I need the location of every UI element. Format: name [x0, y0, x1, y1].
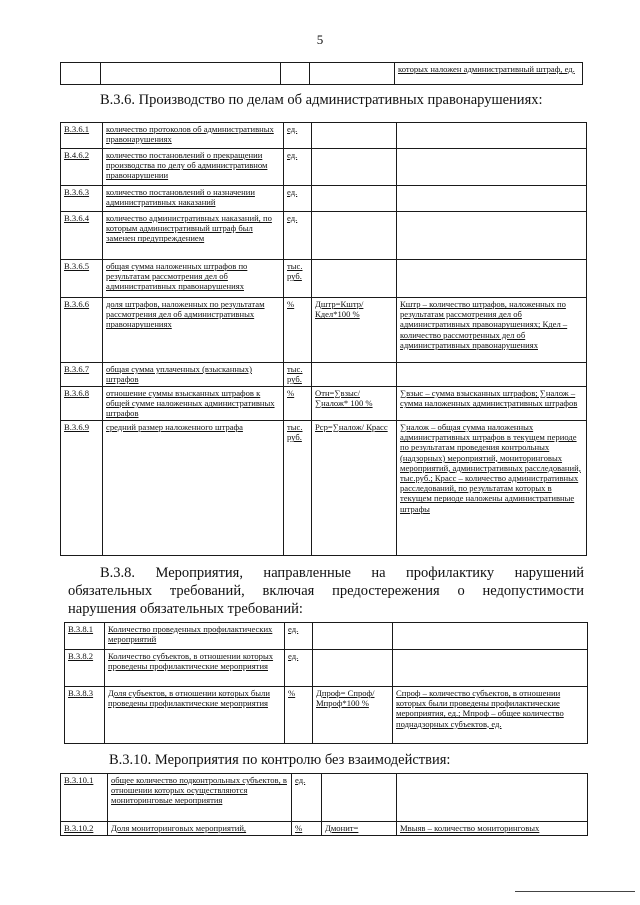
formula-cell: Дмонит= [322, 822, 397, 836]
description-cell: ∑взыс – сумма взысканных штрафов; ∑налож – сумма наложенных административных штрафов [397, 387, 587, 421]
code-cell: В.3.6.6 [61, 298, 103, 363]
section-heading-3-3-8-line1: В.3.8. Мероприятия, направленные на профилактику нарушений [100, 565, 584, 581]
page-bottom-rule [515, 891, 635, 892]
formula-cell [313, 623, 393, 650]
description-cell [397, 123, 587, 149]
unit-cell: ед. [285, 650, 313, 687]
table-row [61, 63, 583, 85]
code-cell: В.3.6.1 [61, 123, 103, 149]
table-row [61, 363, 587, 387]
table-3-3-8 [64, 622, 588, 744]
name-cell: Доля субъектов, в отношении которых были проведены профилактические мероприятия [105, 687, 285, 744]
formula-cell [312, 149, 397, 186]
code-cell: В.3.10.1 [61, 774, 108, 822]
formula-cell: Дпроф= Спроф/ Мпроф*100 % [313, 687, 393, 744]
unit-cell: ед. [284, 186, 312, 212]
table-row [65, 623, 588, 650]
name-cell: общая сумма уплаченных (взысканных) штрафов [103, 363, 284, 387]
unit-cell: ед. [285, 623, 313, 650]
table-row [61, 260, 587, 298]
code-cell: В.3.6.3 [61, 186, 103, 212]
description-cell: которых наложен административный штраф, ед. [395, 63, 583, 85]
formula-cell [312, 363, 397, 387]
description-cell [397, 260, 587, 298]
table-row [61, 186, 587, 212]
name-cell: количество протоколов об административных правонарушениях [103, 123, 284, 149]
continuation-table [60, 62, 583, 85]
description-cell [397, 774, 588, 822]
code-cell: В.3.6.5 [61, 260, 103, 298]
description-cell [397, 212, 587, 260]
description-cell: ∑налож – общая сумма наложенных административных штрафов в текущем периоде по результатам проведения контрольных (надзорных) мероприятий, мониторинговых мероприятий, административных расследований, тыс.руб.; Красс – количество административных расследований, по результатам которых в текущем периоде наложены административные штрафы [397, 421, 587, 556]
code-cell: В.3.8.1 [65, 623, 105, 650]
description-cell [397, 186, 587, 212]
unit-cell: ед. [284, 212, 312, 260]
formula-cell: Отн=∑взыс/ ∑налож* 100 % [312, 387, 397, 421]
name-cell: доля штрафов, наложенных по результатам рассмотрения дел об административных правонарушениях [103, 298, 284, 363]
code-cell: В.3.6.8 [61, 387, 103, 421]
table-row [61, 822, 588, 836]
code-cell: В.3.6.9 [61, 421, 103, 556]
table-row [61, 298, 587, 363]
page-number: 5 [316, 32, 324, 47]
table-row [61, 421, 587, 556]
formula-cell [313, 650, 393, 687]
description-cell [397, 149, 587, 186]
description-cell: Кштр – количество штрафов, наложенных по результатам рассмотрения дел об административных правонарушениях; Кдел – количество рассмотренных дел об административных правонарушениях [397, 298, 587, 363]
name-cell: Доля мониторинговых мероприятий, [108, 822, 292, 836]
name-cell: отношение суммы взысканных штрафов к общей сумме наложенных административных штрафов [103, 387, 284, 421]
name-cell: количество административных наказаний, по которым административный штраф был заменен предупреждением [103, 212, 284, 260]
formula-cell: Рср=∑налож/ Красс [312, 421, 397, 556]
description-cell: Спроф – количество субъектов, в отношении которых были проведены профилактические мероприятия, ед.; Мпроф – общее количество поднадзорных субъектов, ед. [393, 687, 588, 744]
name-cell: средний размер наложенного штрафа [103, 421, 284, 556]
code-cell: В.3.8.2 [65, 650, 105, 687]
unit-cell: тыс. руб. [284, 421, 312, 556]
code-cell: В.3.8.3 [65, 687, 105, 744]
code-cell: В.3.6.7 [61, 363, 103, 387]
table-row [61, 774, 588, 822]
unit-cell: ед. [284, 149, 312, 186]
unit-cell: % [284, 298, 312, 363]
unit-cell: % [284, 387, 312, 421]
name-cell: количество постановлений о назначении административных наказаний [103, 186, 284, 212]
unit-cell: ед. [284, 123, 312, 149]
description-cell [397, 363, 587, 387]
unit-cell: тыс. руб. [284, 260, 312, 298]
section-heading-3-3-10: В.3.10. Мероприятия по контролю без взаимодействия: [109, 752, 451, 768]
unit-cell: тыс. руб. [284, 363, 312, 387]
table-3-3-10 [60, 773, 588, 836]
code-cell [61, 63, 101, 85]
formula-cell: Дштр=Кштр/ Кдел*100 % [312, 298, 397, 363]
table-row [61, 123, 587, 149]
section-heading-3-3-6: В.3.6. Производство по делам об административных правонарушениях: [100, 92, 543, 108]
table-row [61, 387, 587, 421]
table-row [65, 687, 588, 744]
section-heading-3-3-8-line2: обязательных требований, включая предостережения о недопустимости [68, 583, 584, 599]
name-cell: Количество проведенных профилактических мероприятий [105, 623, 285, 650]
code-cell: В.3.6.4 [61, 212, 103, 260]
table-row [61, 149, 587, 186]
formula-cell [312, 260, 397, 298]
name-cell [101, 63, 281, 85]
section-heading-3-3-8-line3: нарушения обязательных требований: [68, 601, 303, 617]
name-cell: Количество субъектов, в отношении которых проведены профилактические мероприятия [105, 650, 285, 687]
unit-cell [281, 63, 310, 85]
formula-cell [312, 123, 397, 149]
description-cell: Мвыяв – количество мониторинговых [397, 822, 588, 836]
formula-cell [312, 212, 397, 260]
description-cell [393, 650, 588, 687]
name-cell: количество постановлений о прекращении производства по делу об административном правонарушении [103, 149, 284, 186]
unit-cell: % [292, 822, 322, 836]
table-row [61, 212, 587, 260]
table-row [65, 650, 588, 687]
table-3-3-6 [60, 122, 587, 556]
formula-cell [310, 63, 395, 85]
name-cell: общее количество подконтрольных субъектов, в отношении которых осуществляются мониторинговые мероприятия [108, 774, 292, 822]
description-cell [393, 623, 588, 650]
code-cell: В.3.10.2 [61, 822, 108, 836]
unit-cell: ед. [292, 774, 322, 822]
code-cell: В.4.6.2 [61, 149, 103, 186]
formula-cell [312, 186, 397, 212]
formula-cell [322, 774, 397, 822]
name-cell: общая сумма наложенных штрафов по результатам рассмотрения дел об административных правонарушениях [103, 260, 284, 298]
unit-cell: % [285, 687, 313, 744]
